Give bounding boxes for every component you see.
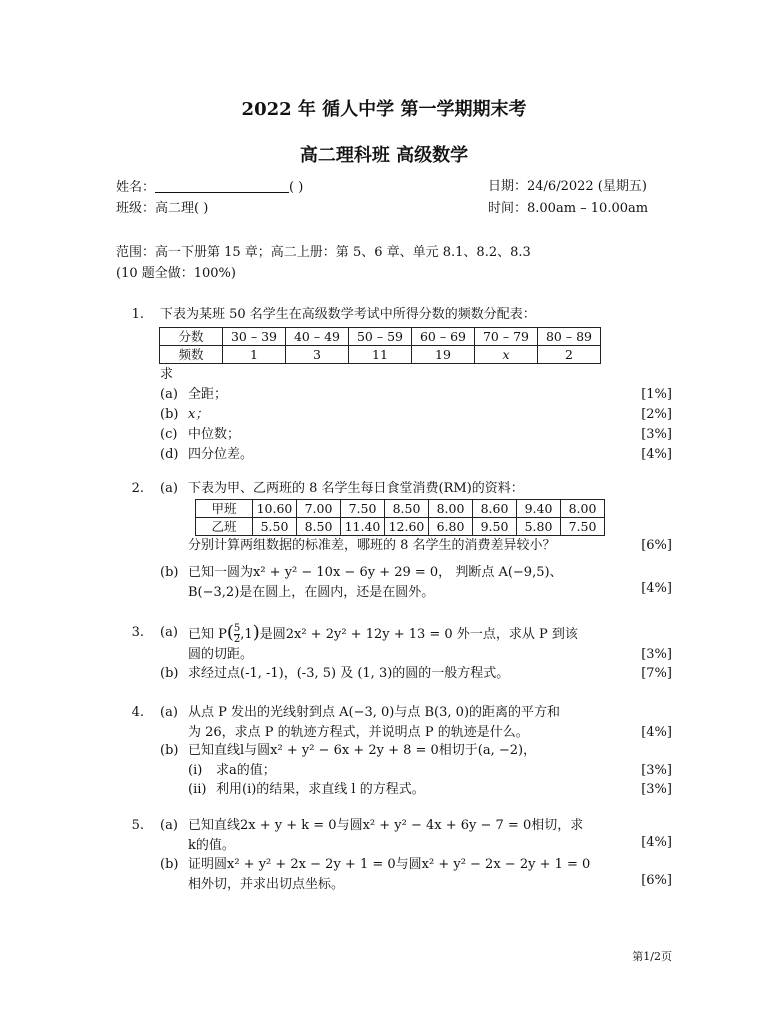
fraction-numerator: 5 — [233, 623, 241, 634]
q4bii-mark: [3%] — [641, 782, 672, 797]
q2a-text: 下表为甲、乙两班的 8 名学生每日食堂消费(RM)的资料： — [188, 481, 524, 496]
q2a-mark: [6%] — [641, 538, 672, 553]
q5-number: 5. — [131, 818, 144, 833]
fraction-denominator: 2 — [233, 634, 241, 645]
q3-number: 3. — [131, 625, 144, 640]
exam-scope: 范围：高一下册第 15 章；高二上册：第 5、6 章、单元 8.1、8.2、8.3 — [116, 245, 531, 260]
q1a-text: 全距； — [188, 387, 228, 402]
q3a-rest: 是圆2x² + 2y² + 12y + 13 = 0 外一点，求从 P 到该 — [259, 627, 578, 642]
table-cell: 8.00 — [429, 500, 473, 518]
table-cell: 1 — [223, 346, 286, 364]
table-cell: 30 – 39 — [223, 328, 286, 346]
exam-instruction: (10 题全做：100%) — [116, 266, 236, 281]
table-cell: 2 — [538, 346, 601, 364]
q4bi-mark: [3%] — [641, 763, 672, 778]
q3a-line2: 圆的切距。 — [188, 647, 254, 662]
q3b-mark: [7%] — [641, 666, 672, 681]
q1d-label: (d) — [160, 447, 179, 462]
table-cell: 8.00 — [561, 500, 605, 518]
exam-subtitle: 高二理科班 高级数学 — [299, 145, 469, 166]
table-cell: 7.50 — [341, 500, 385, 518]
table-cell: 10.60 — [253, 500, 297, 518]
q1a-mark: [1%] — [641, 387, 672, 402]
exam-title: 2022 年 循人中学 第一学期期末考 — [241, 99, 527, 120]
table-cell: 70 – 79 — [475, 328, 538, 346]
q2b-line2: B(−3,2)是在圆上，在圆内，还是在圆外。 — [188, 585, 435, 600]
table-cell: 6.80 — [429, 518, 473, 536]
q1d-mark: [4%] — [641, 447, 672, 462]
q2b-label: (b) — [160, 565, 179, 580]
q2-spending-table — [195, 499, 605, 536]
q3a-mark: [3%] — [641, 647, 672, 662]
table-cell: 8.50 — [385, 500, 429, 518]
q3a-pre: 已知 P — [188, 627, 227, 642]
q1-number: 1. — [131, 307, 144, 322]
q3a-line1: 已知 P( $\frac{5}{2}$ ,1)是圆2x² + 2y² + 12y + 13 = 0 外一点，求从 P 到该 — [188, 622, 578, 645]
table-cell: 8.50 — [297, 518, 341, 536]
table-row — [196, 500, 605, 518]
class-field: 班级：高二理( ) — [116, 201, 209, 216]
table-row — [160, 346, 601, 364]
q5b-mark: [6%] — [641, 873, 672, 888]
q1b-text: x； — [188, 407, 209, 422]
q2a-question: 分别计算两组数据的标准差，哪班的 8 名学生的消费差异较小？ — [188, 538, 556, 553]
name-label: 姓名： — [116, 180, 156, 195]
q5a-label: (a) — [160, 818, 178, 833]
q4-number: 4. — [131, 705, 144, 720]
table-cell: 19 — [412, 346, 475, 364]
q4b-text: 已知直线l与圆x² + y² − 6x + 2y + 8 = 0相切于(a, −2)， — [188, 743, 537, 758]
table-cell: 3 — [286, 346, 349, 364]
q5b-label: (b) — [160, 857, 179, 872]
q1-ask: 求 — [160, 367, 174, 382]
exam-time: 时间：8.00am – 10.00am — [488, 201, 649, 216]
q4bii-label: (ii) — [188, 782, 207, 797]
q5a-line1: 已知直线2x + y + k = 0与圆x² + y² − 4x + 6y − 7 = 0相切，求 — [188, 818, 584, 833]
q4a-label: (a) — [160, 705, 178, 720]
table-cell: 60 – 69 — [412, 328, 475, 346]
name-paren: ( ) — [289, 180, 304, 195]
q3a-post: ,1 — [240, 627, 253, 642]
q5a-line2: k的值。 — [188, 838, 235, 853]
q1-text: 下表为某班 50 名学生在高级数学考试中所得分数的频数分配表： — [160, 307, 536, 322]
table-cell: 11.40 — [341, 518, 385, 536]
q4a-line2: 为 26，求点 P 的轨迹方程式，并说明点 P 的轨迹是什么。 — [188, 725, 529, 740]
table-cell: 7.50 — [561, 518, 605, 536]
q4b-label: (b) — [160, 743, 179, 758]
q5b-line2: 相外切，并求出切点坐标。 — [188, 877, 345, 892]
table-cell: 5.80 — [517, 518, 561, 536]
q2a-label: (a) — [160, 481, 178, 496]
q2b-mark: [4%] — [641, 581, 672, 596]
table-cell: 40 – 49 — [286, 328, 349, 346]
table-cell: 5.50 — [253, 518, 297, 536]
q4a-line1: 从点 P 发出的光线射到点 A(−3, 0)与点 B(3, 0)的距离的平方和 — [188, 705, 561, 720]
exam-date: 日期：24/6/2022 (星期五) — [488, 179, 647, 194]
q1c-label: (c) — [160, 427, 178, 442]
q1b-label: (b) — [160, 407, 179, 422]
table-cell: 乙班 — [196, 518, 253, 536]
q1b-mark: [2%] — [641, 407, 672, 422]
table-cell: 9.50 — [473, 518, 517, 536]
q1c-mark: [3%] — [641, 427, 672, 442]
q2b-line1: 已知一圆为x² + y² − 10x − 6y + 29 = 0， 判断点 A(−9,5)、 — [188, 565, 563, 580]
q2-number: 2. — [131, 481, 144, 496]
q4bii-text: 利用(i)的结果，求直线 l 的方程式。 — [216, 782, 425, 797]
table-cell: 7.00 — [297, 500, 341, 518]
q4a-mark: [4%] — [641, 725, 672, 740]
q1c-text: 中位数； — [188, 427, 241, 442]
name-blank-line — [155, 178, 289, 193]
q5b-line1: 证明圆x² + y² + 2x − 2y + 1 = 0与圆x² + y² − 2x − 2y + 1 = 0 — [188, 857, 591, 872]
table-cell: 9.40 — [517, 500, 561, 518]
table-cell: x — [475, 346, 538, 364]
q3b-text: 求经过点(-1, -1)，(-3, 5) 及 (1, 3)的圆的一般方程式。 — [188, 666, 510, 681]
table-cell: 50 – 59 — [349, 328, 412, 346]
q4bi-text: 求a的值； — [216, 763, 276, 778]
q1d-text: 四分位差。 — [188, 447, 254, 462]
table-cell: 8.60 — [473, 500, 517, 518]
table-row — [160, 328, 601, 346]
table-cell: 甲班 — [196, 500, 253, 518]
q3a-label: (a) — [160, 625, 178, 640]
q5a-mark: [4%] — [641, 835, 672, 850]
q3b-label: (b) — [160, 666, 179, 681]
name-field — [116, 178, 303, 197]
table-cell: 80 – 89 — [538, 328, 601, 346]
page-number: 第1/2页 — [632, 950, 672, 963]
table-row — [196, 518, 605, 536]
table-cell: 12.60 — [385, 518, 429, 536]
table-cell: 分数 — [160, 328, 223, 346]
q1a-label: (a) — [160, 387, 178, 402]
table-cell: 频数 — [160, 346, 223, 364]
q1-frequency-table — [159, 327, 601, 364]
q4bi-label: (i) — [188, 763, 203, 778]
table-cell: 11 — [349, 346, 412, 364]
